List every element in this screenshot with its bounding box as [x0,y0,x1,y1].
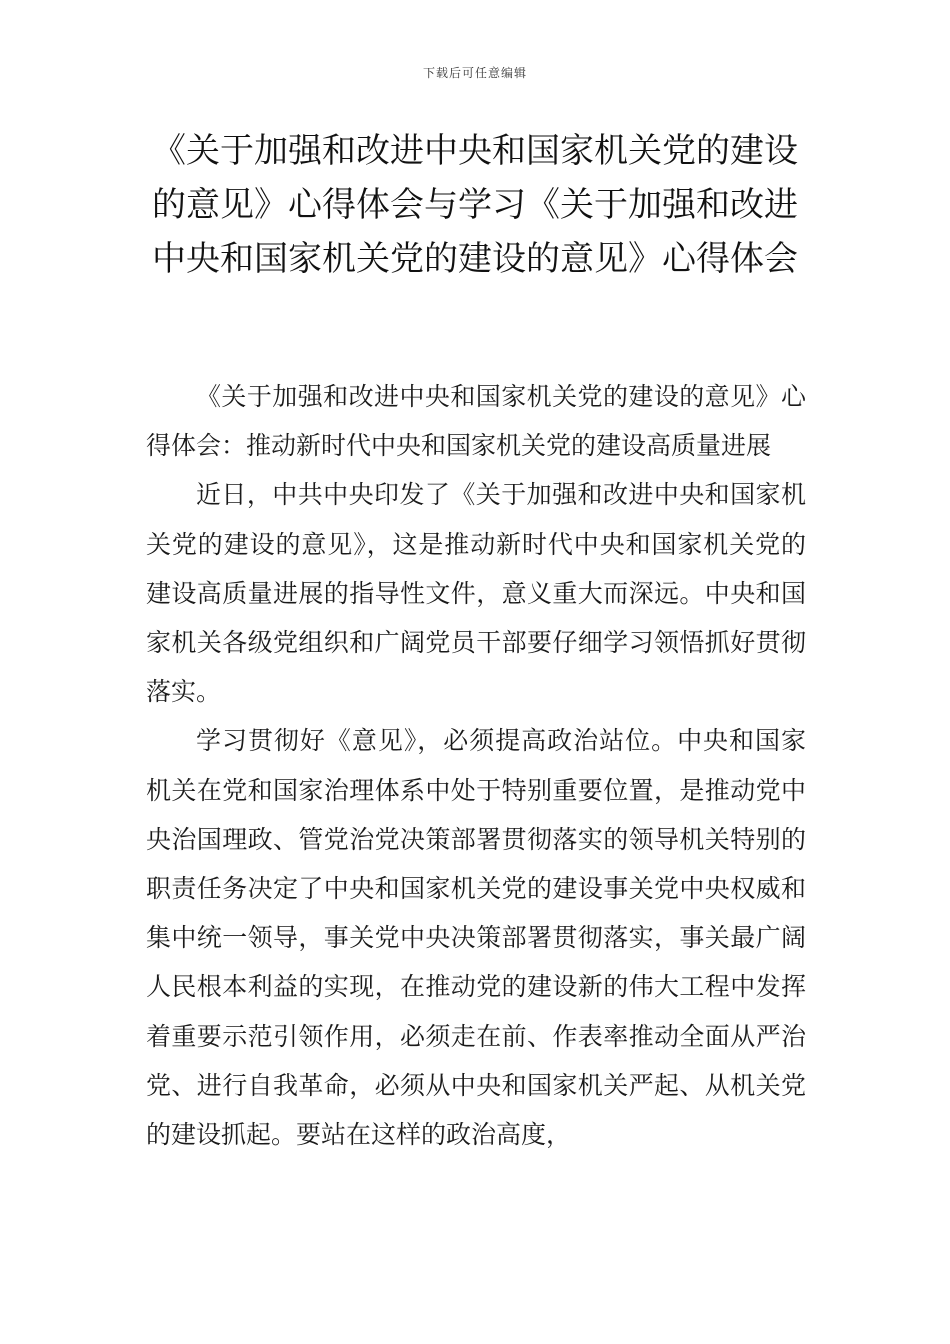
paragraph-political-stance: 学习贯彻好《意见》，必须提高政治站位。中央和国家机关在党和国家治理体系中处于特别重要位置，是推动党中央治国理政、管党治党决策部署贯彻落实的领导机关特别的职责任务决定了中央和国家机关党的建设事关党中央权威和集中统一领导，事关党中央决策部署贯彻落实，事关最广阔人民根本利益的实现，在推动党的建设新的伟大工程中发挥着重要示范引领作用，必须走在前、作表率推动全面从严治党、进行自我革命，必须从中央和国家机关严起、从机关党的建设抓起。要站在这样的政治高度， [146,726,806,1150]
document-body [146,372,806,1159]
paragraph-intro: 近日，中共中央印发了《关于加强和改进中央和国家机关党的建设的意见》，这是推动新时代中央和国家机关党的建设高质量进展的指导性文件，意义重大而深远。中央和国家机关各级党组织和广阔党员干部要仔细学习领悟抓好贯彻落实。 [146,480,806,707]
header-note: 下载后可任意编辑 [422,66,527,80]
document-title: 《关于加强和改进中央和国家机关党的建设的意见》心得体会与学习《关于加强和改进中央和国家机关党的建设的意见》心得体会 [152,131,798,279]
paragraph-subtitle: 《关于加强和改进中央和国家机关党的建设的意见》心得体会：推动新时代中央和国家机关党的建设高质量进展 [146,382,806,461]
